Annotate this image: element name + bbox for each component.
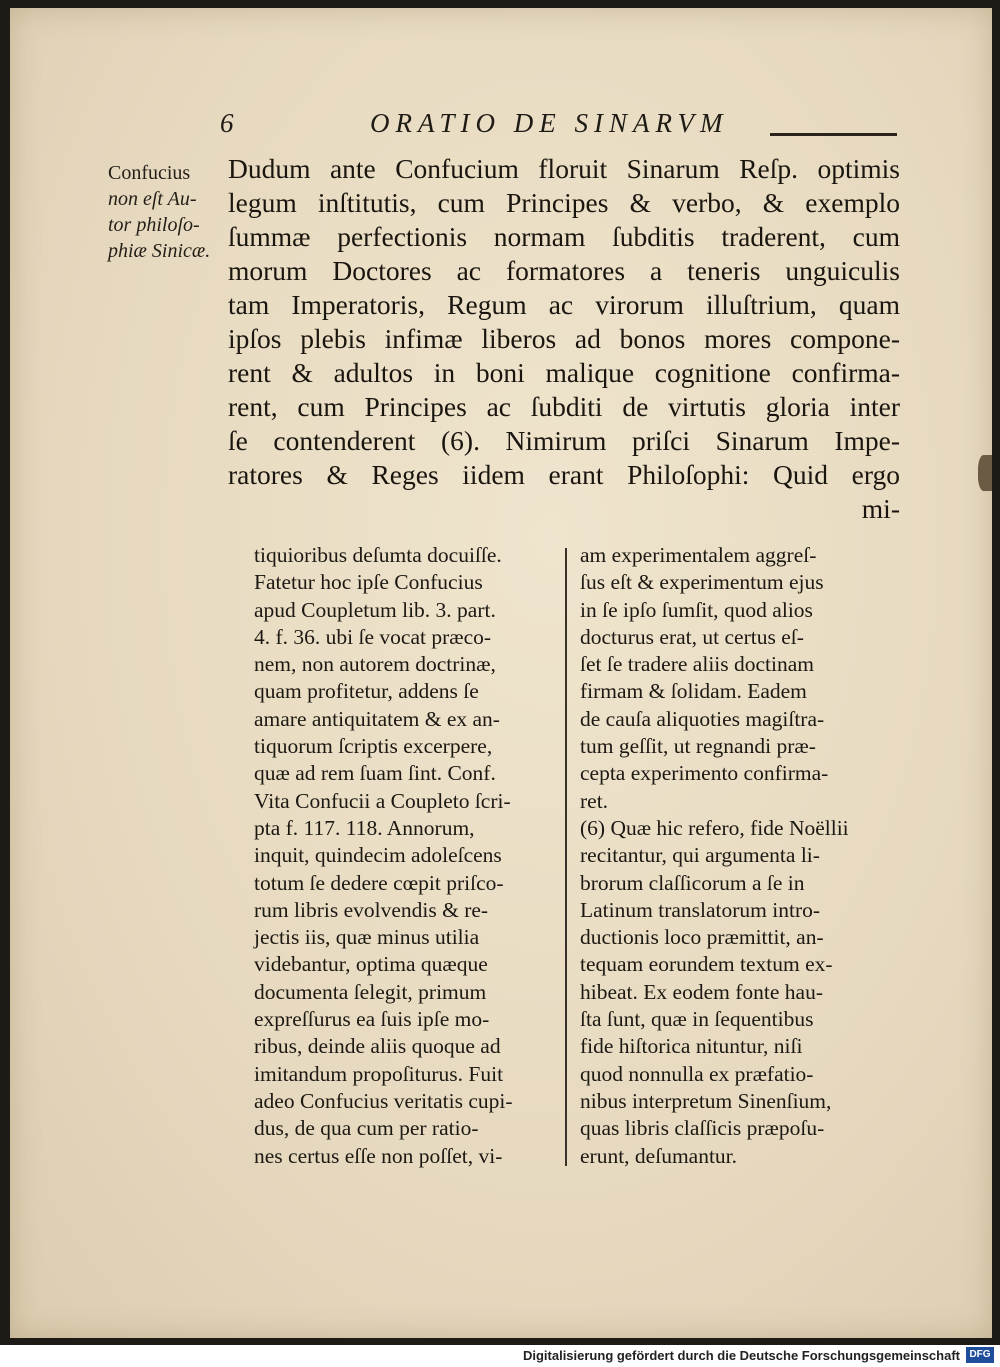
main-text (228, 152, 900, 526)
footnote-line: Vita Confucii a Coupleto ſcri- (254, 788, 511, 813)
margin-note-line: phiæ Sinicæ. (108, 240, 211, 262)
footnote-line: ductionis loco præmittit, an- (580, 925, 824, 950)
footnote-line: amare antiquitatem & ex an- (254, 706, 500, 731)
footnote-line: quam profitetur, addens ſe (254, 679, 479, 704)
running-title: ORATIO DE SINARVM (370, 108, 729, 138)
footnote-line: tiquioribus deſumta docuiſſe. (254, 543, 502, 567)
footnote-line: rum libris evolvendis & re- (254, 897, 489, 922)
main-text-line: ipſos plebis infimæ liberos ad bonos mores compone- (228, 323, 900, 354)
footnote-line: quæ ad rem ſuam ſint. Conf. (254, 761, 496, 786)
footnote-line: ret. (580, 788, 609, 813)
page-number: 6 (220, 108, 238, 138)
main-text-catchword: mi- (861, 493, 900, 524)
main-text-line: rent & adultos in boni malique cognitione confirma- (228, 357, 900, 388)
dfg-logo: DFG (966, 1347, 994, 1363)
footnote-left-column (254, 542, 564, 1170)
footnote-line: nem, non autorem doctrinæ, (254, 652, 496, 677)
footnote-line: fide hiſtorica nituntur, niſi (580, 1034, 803, 1059)
footnote-line: hibeat. Ex eodem fonte hau- (580, 979, 823, 1004)
header-rule (770, 133, 897, 136)
footnote-line: erunt, deſumantur. (580, 1143, 738, 1168)
footnote-line: adeo Confucius veritatis cupi- (254, 1088, 513, 1113)
footnote-line: expreſſurus ea ſuis ipſe mo- (254, 1007, 490, 1032)
footnote-line: firmam & ſolidam. Eadem (580, 679, 807, 704)
footnote-line: quas libris claſſicis præpoſu- (580, 1116, 825, 1141)
footnote-line: nes certus eſſe non poſſet, vi- (254, 1143, 503, 1168)
footnote-line: inquit, quindecim adoleſcens (254, 843, 502, 868)
footnote-line: Latinum translatorum intro- (580, 897, 821, 922)
footnote-line: ſta ſunt, quæ in ſequentibus (580, 1007, 814, 1032)
footer-bar (0, 1345, 1000, 1367)
footnote-line: brorum claſſicorum a ſe in (580, 870, 805, 895)
main-text-line: ratores & Reges iidem erant Philoſophi: Quid ergo (228, 459, 900, 490)
footnote-line: jectis iis, quæ minus utilia (254, 925, 480, 950)
footnote-line: apud Coupletum lib. 3. part. (254, 597, 496, 622)
footnote-line: quod nonnulla ex præfatio- (580, 1061, 814, 1086)
main-text-line: morum Doctores ac formatores a teneris unguiculis (228, 255, 900, 286)
footnote-line: ribus, deinde aliis quoque ad (254, 1034, 501, 1059)
footnote-line: ſus eſt & experimentum ejus (580, 570, 824, 595)
margin-note-line: Confucius (108, 162, 191, 184)
footnote-line: documenta ſelegit, primum (254, 979, 487, 1004)
footnote-line: totum ſe dedere cœpit priſco- (254, 870, 504, 895)
footnote-line: nibus interpretum Sinenſium, (580, 1088, 832, 1113)
page-edge-stain (978, 455, 992, 491)
main-text-line: rent, cum Principes ac ſubditi de virtutis gloria inter (228, 391, 900, 422)
footnote-line: cepta experimento confirma- (580, 761, 829, 786)
main-text-line: tam Imperatoris, Regum ac virorum illuſtrium, quam (228, 289, 900, 320)
footnote-line: tum geſſit, ut regnandi præ- (580, 734, 816, 759)
margin-note-line: non eſt Au- (108, 188, 197, 210)
main-text-line: ſe contenderent (6). Nimirum priſci Sinarum Impe- (228, 425, 900, 456)
footnote-line: 4. f. 36. ubi ſe vocat præco- (254, 624, 492, 649)
footnote-line: recitantur, qui argumenta li- (580, 843, 820, 868)
footnote-line: (6) Quæ hic refero, fide Noëllii (580, 815, 849, 840)
footnote-line: docturus erat, ut certus eſ- (580, 624, 804, 649)
footnote-line: tiquorum ſcriptis excerpere, (254, 734, 493, 759)
main-text-line: Dudum ante Confucium floruit Sinarum Reſp. optimis (228, 153, 900, 184)
footnote-line: de cauſa aliquoties magiſtra- (580, 706, 825, 731)
funding-credit: Digitalisierung gefördert durch die Deutsche Forschungsgemeinschaft (522, 1348, 960, 1363)
footnote-line: am experimentalem aggreſ- (580, 543, 817, 567)
footnote-line: imitandum propoſiturus. Fuit (254, 1061, 504, 1086)
footnote-line: pta f. 117. 118. Annorum, (254, 815, 475, 840)
footnote-line: videbantur, optima quæque (254, 952, 488, 977)
footnote-line: tequam eorundem textum ex- (580, 952, 833, 977)
main-text-line: legum inſtitutis, cum Principes & verbo, & exemplo (228, 187, 900, 218)
column-divider-rule (565, 548, 567, 1166)
margin-note-line: tor philoſo- (108, 214, 200, 236)
footnote-line: in ſe ipſo ſumſit, quod alios (580, 597, 813, 622)
main-text-line: ſummæ perfectionis normam ſubditis traderent, cum (228, 221, 900, 252)
footnote-right-column (580, 542, 890, 1170)
footnote-line: Fatetur hoc ipſe Confucius (254, 570, 483, 595)
footnote-line: ſet ſe tradere aliis doctinam (580, 652, 815, 677)
margin-note (108, 160, 230, 264)
footnote-line: dus, de qua cum per ratio- (254, 1116, 479, 1141)
